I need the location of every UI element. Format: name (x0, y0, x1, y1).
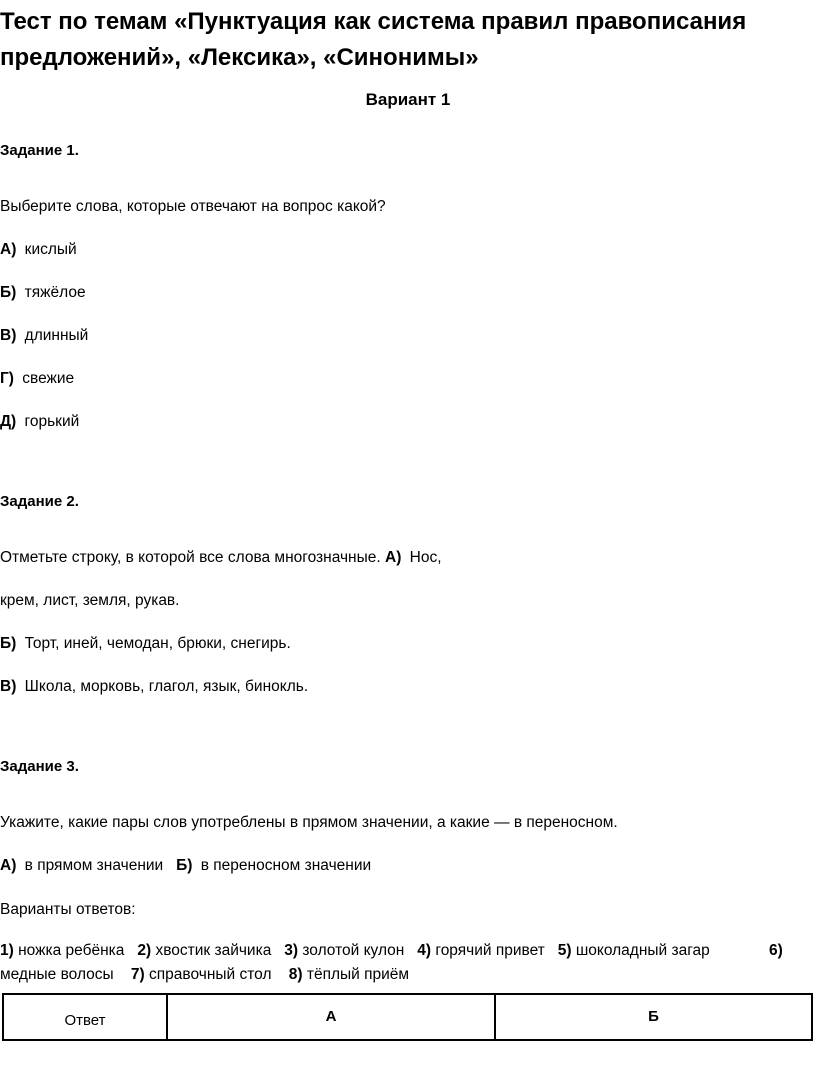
option-text: кислый (24, 241, 77, 258)
task3-categories (0, 857, 371, 875)
option-text: Торт, иней, чемодан, брюки, снегирь. (24, 635, 291, 652)
item-text: медные волосы (0, 966, 114, 983)
task3-question: Укажите, какие пары слов употреблены в прямом значении, а какие — в переносном. (0, 814, 618, 831)
task1-option-d (0, 370, 74, 388)
page-title-line-2: предложений», «Лексика», «Синонимы» (0, 44, 479, 71)
task2-option-a-continued: крем, лист, земля, рукав. (0, 592, 180, 609)
category-label: Б) (176, 857, 193, 874)
task3-heading: Задание 3. (0, 758, 79, 775)
item-number: 2) (137, 942, 152, 959)
item-text: горячий привет (435, 942, 545, 959)
item-text: справочный стол (149, 966, 272, 983)
task3-items-line-1 (0, 942, 816, 960)
item-text: шоколадный загар (575, 942, 710, 959)
option-label: Г) (0, 370, 14, 387)
category-text: в прямом значении (24, 857, 164, 874)
option-label: Б) (0, 635, 17, 652)
item-number: 3) (284, 942, 299, 959)
table-row (3, 994, 812, 1040)
item-number: 5) (557, 942, 572, 959)
task2-option-b (0, 635, 291, 653)
option-text: горький (24, 413, 80, 430)
item-text: хвостик зайчика (155, 942, 272, 959)
option-text: Нос, (409, 549, 442, 566)
item-text: золотой кулон (302, 942, 405, 959)
option-label: Б) (0, 284, 17, 301)
option-label: В) (0, 327, 17, 344)
task3-variants-label: Варианты ответов: (0, 901, 136, 918)
task1-option-b (0, 284, 86, 302)
task3-items-line-2 (0, 966, 409, 984)
task1-heading: Задание 1. (0, 142, 79, 159)
option-label: А) (385, 549, 402, 566)
option-label: А) (0, 241, 17, 258)
task1-option-c (0, 327, 88, 345)
option-text: длинный (24, 327, 89, 344)
option-label: В) (0, 678, 17, 695)
task2-question-line (0, 549, 442, 567)
answer-table (2, 993, 813, 1041)
task2-heading: Задание 2. (0, 493, 79, 510)
option-label: Д) (0, 413, 17, 430)
variant-heading: Вариант 1 (365, 90, 451, 109)
answer-cell-b[interactable]: Б (495, 994, 812, 1040)
item-number: 4) (417, 942, 432, 959)
task2-question: Отметьте строку, в которой все слова многозначные. (0, 549, 381, 566)
answer-cell-a[interactable]: А (167, 994, 495, 1040)
category-text: в переносном значении (200, 857, 372, 874)
task1-option-a (0, 241, 77, 259)
task2-option-c (0, 678, 308, 696)
option-text: свежие (22, 370, 75, 387)
answer-label-cell: Ответ (3, 994, 167, 1040)
task1-question: Выберите слова, которые отвечают на вопрос какой? (0, 198, 386, 215)
item-number: 6) (769, 942, 783, 959)
page-title-line-1: Тест по темам «Пунктуация как система правил правописания (0, 8, 747, 35)
category-label: А) (0, 857, 17, 874)
item-text: тёплый приём (306, 966, 410, 983)
task1-option-e (0, 413, 79, 431)
option-text: Школа, морковь, глагол, язык, бинокль. (24, 678, 309, 695)
item-number: 1) (0, 942, 14, 959)
item-number: 7) (130, 966, 145, 983)
option-text: тяжёлое (24, 284, 86, 301)
item-text: ножка ребёнка (18, 942, 125, 959)
item-number: 8) (288, 966, 303, 983)
